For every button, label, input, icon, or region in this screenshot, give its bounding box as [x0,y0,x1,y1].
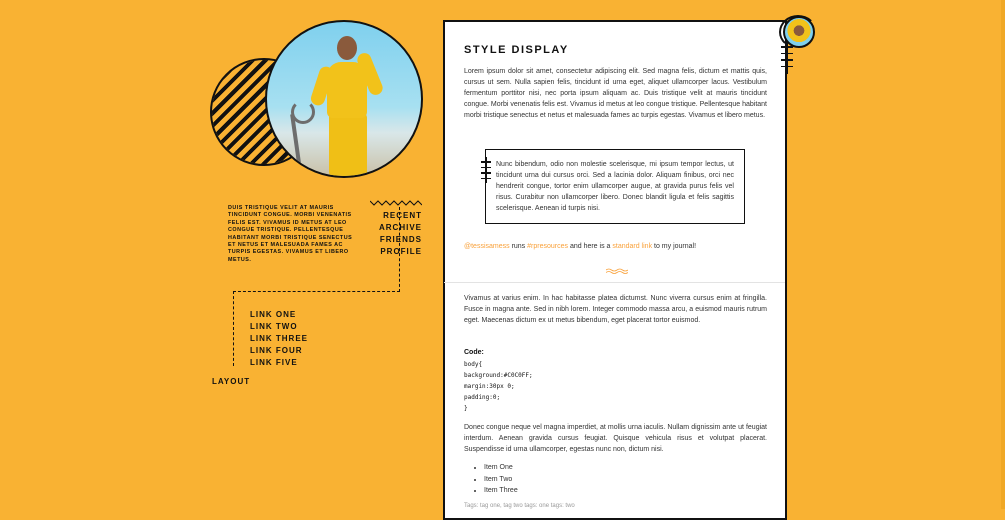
page-title: STYLE DISPLAY [464,44,569,56]
body-paragraph: Donec congue neque vel magna imperdiet, at mollis urna iaculis. Nullam dignissim ante ut feugiat interdum. Aenean gravida cursus feugiat. Quisque vehicula risus et volutpat placerat. Suspendisse id urna ullamcorper, egestas nunc non, dictum nisi. [464,424,767,453]
social-line [464,243,696,250]
sidebar-links [250,309,308,369]
nav-recent[interactable]: RECENT [383,211,422,220]
scrollbar[interactable] [1001,0,1005,509]
social-text: runs [509,243,528,250]
list-item: • Item One [484,462,518,474]
code-label: Code: [464,349,484,356]
tick-decoration [781,46,793,72]
link-three[interactable]: LINK THREE [250,334,308,343]
sidebar-bio: DUIS TRISTIQUE VELIT AT MAURIS TINCIDUNT CONGUE. MORBI VENENATIS FELIS EST. VIVAMUS ID METUS AT LEO CONGUE TRISTIQUE. PELLENTESQUE HABITANT MORBI TRISTIQUE SENECTUS ET NETUS ET MALESUADA FAMES AC TURPIS EGESTAS. VIVAMUS ET LIBERO METUS. [228,205,353,263]
squiggle-divider [606,268,628,274]
user-link[interactable]: @tessisamess [464,243,510,250]
standard-link[interactable]: standard link [612,243,653,250]
intro-paragraph: Lorem ipsum dolor sit amet, consectetur adipiscing elit. Sed magna felis, dictum et mattis quis, cursus ut sem. Nulla sapien felis, tincidunt id urna eget, aliquet ullamcorper lacus. Vestibulum fermentum porttitor nisi, nec porta ipsum aliquam ac. Duis tristique velit at mauris tincidunt congue. Morbi venenatis felis est. Vivamus id metus at leo congue tristique. Pellentesque habitant morbi tristique senectus et netus et malesuada fames ac turpis egestas. Vivamus et libero metus. [464,68,767,119]
link-two[interactable]: LINK TWO [250,322,298,331]
tick-decoration [481,161,491,183]
community-link[interactable]: #rpresources [527,243,568,250]
link-one[interactable]: LINK ONE [250,310,297,319]
bullet-list [474,462,518,497]
list-item: • Item Three [484,485,518,497]
divider [444,282,785,283]
sidebar-nav [350,210,422,258]
blockquote-text: Nunc bibendum, odio non molestie scelerisque, mi ipsum tempor lectus, ut tincidunt urna dui cursus orci. Sed a lacinia dolor. Aliquam finibus, orci nec hendrerit congue, tortor enim ullamcorper augue, at gravida purus felis vel risus. Curabitur non ullamcorper libero. Donec blandit ligula et felis sagittis scelerisque. Aenean id turpis nisi. [496,161,734,212]
link-five[interactable]: LINK FIVE [250,358,298,367]
list-item: • Item Two [484,474,518,486]
link-four[interactable]: LINK FOUR [250,346,303,355]
dashed-line [399,207,400,292]
layout-link[interactable]: LAYOUT [212,377,251,386]
tags-line[interactable]: Tags: tag one, tag two tags: one tags: two [464,503,575,509]
social-text: to my journal! [652,243,697,250]
profile-photo [265,20,423,178]
code-block: body{ background:#C0C0FF; margin:30px 0; padding:0; } [464,361,533,412]
dashed-line [233,291,400,292]
dashed-line [233,291,234,366]
zigzag-decoration [370,199,422,207]
avatar [783,16,815,48]
body-paragraph: Vivamus at varius enim. In hac habitasse platea dictumst. Nunc viverra cursus enim at fringilla. Fusce in magna ante. Sed in nibh lorem. Integer commodo massa arcu, a euismod mauris rutrum eget. Maecenas dictum ex ut metus bibendum, eget placerat tortor euismod. [464,295,767,324]
social-text: and here is a [568,243,613,250]
nav-friends[interactable]: FRIENDS [379,235,422,244]
nav-archive[interactable]: ARCHIVE [378,223,422,232]
nav-profile[interactable]: PROFILE [380,247,422,256]
